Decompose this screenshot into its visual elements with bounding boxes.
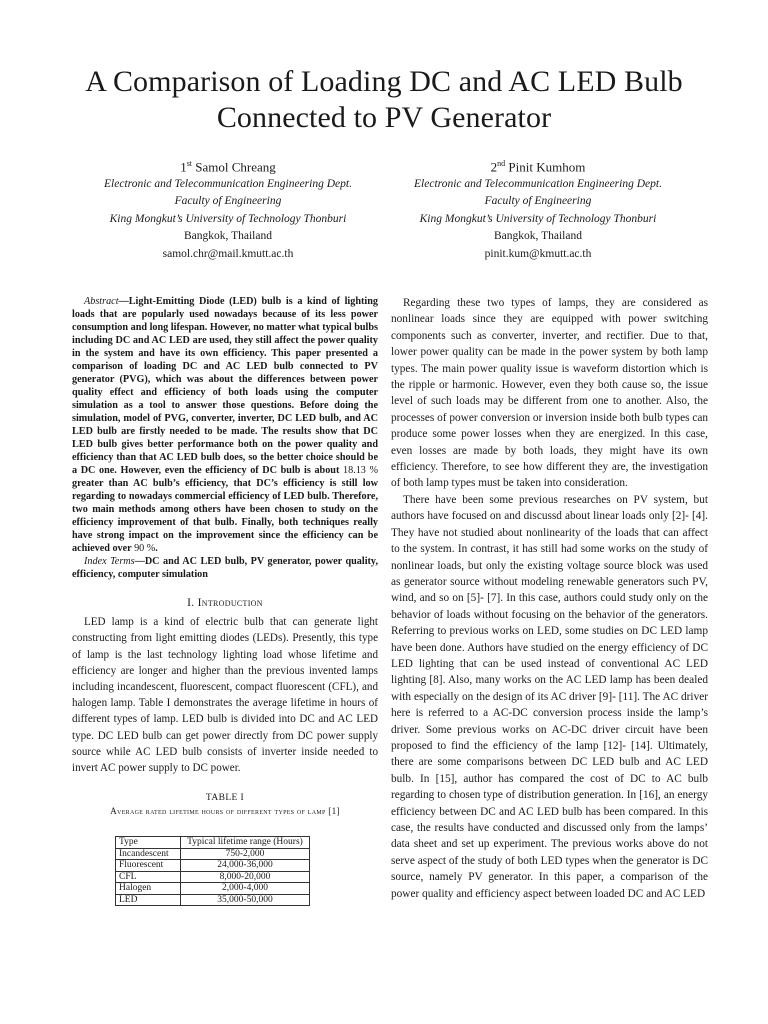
author-ordinal: 1 — [180, 159, 187, 175]
body-paragraph-1: Regarding these two types of lamps, they are considered as nonlinear loads since they are equipped with power switching components such as converter, inverter, and rectifier. Due to that, lower power quality can be made in the power system by both lamp types. The main power quality issue is waveform distortion which is the ripple or harmonic. However, even they both cause so, the issue level of such loads may be different from one to another. Also, the processes of power conversion or inversion inside both bulb types can produce some power losses when they are energized. In this case, even losses are made by both loads, they might have its own efficiency. Therefore, to see how different they are, the investigation of both lamp types must be taken into consideration. — [391, 297, 708, 490]
table-row — [116, 860, 310, 872]
author-ordinal-suffix: nd — [497, 159, 506, 168]
table-row — [116, 848, 310, 860]
author-ordinal: 2 — [490, 159, 498, 175]
section-heading-introduction — [72, 595, 378, 611]
abstract-number-1: 18.13 % — [342, 465, 378, 476]
author-dept: Electronic and Telecommunication Engineering Dept. — [414, 177, 662, 190]
abstract-text-2: greater than AC bulb’s efficiency, that DC’s efficiency is still low regarding to nowadays commercial efficiency of LED bulb. Therefore, two main methods among others have been chosen to study on the efficiency improvement of that bulb. Finally, both techniques really have strong impact on the improvement since the efficiency can be achieved over — [72, 478, 378, 554]
author-dept: Electronic and Telecommunication Engineering Dept. — [104, 177, 352, 190]
table-cell: 2,000-4,000 — [181, 883, 310, 895]
author-university: King Mongkut’s University of Technology Thonburi — [419, 212, 657, 225]
table-caption: Average rated lifetime hours of different types of lamp [1] — [110, 806, 340, 817]
author-block-1 — [63, 155, 393, 263]
table-cell: 750-2,000 — [181, 848, 310, 860]
table-cell: Incandescent — [116, 848, 181, 860]
author-ordinal-suffix: st — [186, 159, 193, 168]
table-cell: Halogen — [116, 883, 181, 895]
table-label: TABLE I — [205, 793, 245, 804]
index-terms-lead: Index Terms — [84, 556, 135, 567]
table-cell: 8,000-20,000 — [181, 871, 310, 883]
abstract — [72, 295, 378, 555]
author-email: pinit.kum@kmutt.ac.th — [484, 247, 592, 260]
author-city: Bangkok, Thailand — [184, 230, 272, 243]
table-header-cell: Typical lifetime range (Hours) — [181, 837, 310, 849]
intro-paragraph: LED lamp is a kind of electric bulb that can generate light constructing from light emitting diodes (LEDs). Presently, this type of lamp is the last technology lighting load whose lifetime and efficiency are longer and higher than the previous invented lamps including incandescent, fluorescent, compact fluorescent (CFL), and halogen lamp. Table I demonstrates the average lifetime in hours of different types of lamp. LED bulb is divided into DC and AC LED type. DC LED bulb can get power directly from DC power supply source while AC LED bulb consists of inverter inside needed to invert AC power supply to DC power. — [72, 616, 378, 775]
abstract-lead: Abstract — [84, 296, 119, 307]
author-name: Pinit Kumhom — [508, 159, 586, 175]
author-name-line — [373, 155, 703, 176]
table-row — [116, 894, 310, 906]
table-cell: 35,000-50,000 — [181, 894, 310, 906]
author-city: Bangkok, Thailand — [494, 230, 582, 243]
author-email: samol.chr@mail.kmutt.ac.th — [162, 247, 294, 260]
section-numeral: I. — [187, 597, 198, 609]
body-paragraph-2: There have been some previous researches on PV system, but authors have focused on and discussd about linear loads only [2]- [4]. They have not studied about nonlinearity of the loads that can affect to the system. In contrast, it has still had some works on the study of nonlinear loads, but only the existing voltage source block was used as generator source without modeling renewable generators such PV, wind, and so on [5]- [7]. In this case, authors could study only on the behavior of loads without focusing on the behavior of the generators. Referring to previous works on LED, some studies on DC LED lamp have been done. Authors have studied on the energy efficiency of DC LED lighting that can be used instead of conventional AC LED lighting [8]. Also, many works on the AC LED lamp has been dealed with especially on the design of its AC driver [9]- [11]. The AC driver here is referred to a AC-DC conversion process inside the lamp’s driver. Some previous works on AC-DC driver circuit have been proposed to find the efficiency of the lamp [12]- [14]. Ultimately, there are some comparisons between DC LED bulb and AC LED bulb. In [15], author has compared the cost of DC to AC bulb regarding to chosen type of distribution generation. In [16], an energy efficiency between DC and AC LED bulb has been compared. In this case, the results have conducted and discussed only from the lamps’ data sheet and set up experiment. The previous works above do not serve aspect of the study of both LED types when the generator is DC source, namely PV generator. In this paper, a comparison of the power quality and efficiency aspect between loaded DC and AC LED — [391, 493, 708, 900]
lifetime-table — [115, 836, 310, 906]
author-block-2 — [373, 155, 703, 263]
section-rest: ntroduction — [201, 597, 263, 609]
title-line-2: Connected to PV Generator — [216, 101, 552, 134]
author-university: King Mongkut’s University of Technology Thonburi — [109, 212, 347, 225]
author-name-line — [63, 155, 393, 176]
author-faculty: Faculty of Engineering — [484, 195, 592, 208]
title-line-1: A Comparison of Loading DC and AC LED Bulb — [85, 65, 683, 98]
table-cell: Fluorescent — [116, 860, 181, 872]
table-row — [116, 883, 310, 895]
paper-title — [30, 64, 738, 136]
index-terms-text: —DC and AC LED bulb, PV generator, power quality, efficiency, computer simulation — [72, 556, 379, 580]
abstract-text-3: . — [155, 543, 158, 554]
table-cell: LED — [116, 894, 181, 906]
table-cell: CFL — [116, 871, 181, 883]
author-name: Samol Chreang — [195, 159, 276, 175]
table-header-row — [116, 837, 310, 849]
right-column — [391, 295, 708, 902]
index-terms — [72, 555, 378, 581]
abstract-text-1: —Light-Emitting Diode (LED) bulb is a kind of lighting loads that are popularly used nowadays because of its less power consumption and long lifespan. However, no matter what typical bulbs including DC and AC LED are used, they still affect the power quality in the system and have its own efficiency. This paper presented a comparison of loading DC and AC LED bulb connected to PV generator (PVG), which was about the differences between power quality effect and efficiency of both loads using the computer simulation as a tool to answer those questions. Before doing the simulation, model of PVG, converter, inverter, DC LED bulb, and AC LED bulb are firstly needed to be made. The results show that DC LED bulb gives better performance both on the power quality and efficiency than that AC LED bulb does, so the better choice should be a DC one. However, even the efficiency of DC bulb is about — [72, 296, 378, 476]
table-header-cell: Type — [116, 837, 181, 849]
abstract-number-2: 90 % — [134, 543, 156, 554]
left-column — [72, 295, 378, 906]
section-initial: I — [197, 597, 202, 609]
author-faculty: Faculty of Engineering — [174, 195, 282, 208]
table-cell: 24,000-36,000 — [181, 860, 310, 872]
table-row — [116, 871, 310, 883]
